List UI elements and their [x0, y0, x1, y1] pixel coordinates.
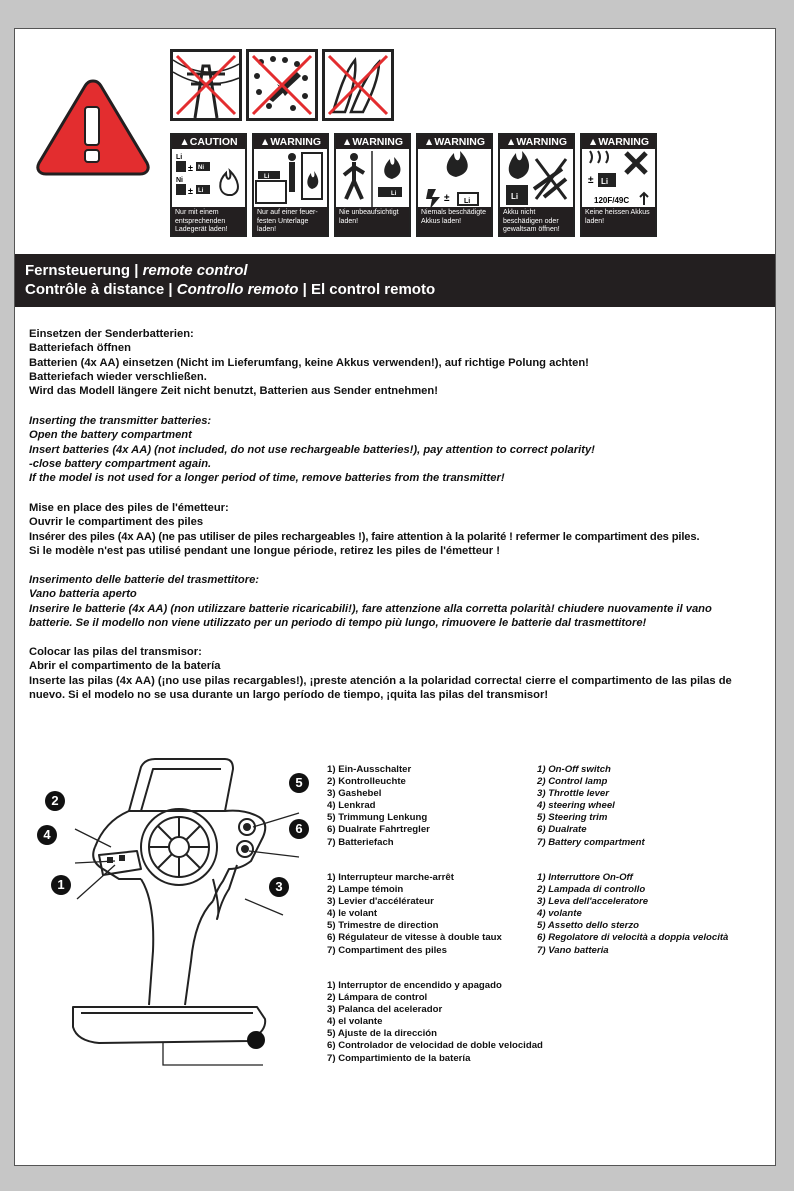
warning-label-damaged — [416, 133, 493, 237]
svg-text:Ni: Ni — [198, 165, 204, 171]
warning-label-unattended — [334, 133, 411, 237]
svg-text:Li: Li — [176, 154, 183, 161]
callout-4: 4 — [37, 825, 57, 845]
legend-es: 1) Interruptor de encendido y apagado 2) Lámpara de control 3) Palanca del acelerador 4) el volante 5) Ajuste de la dirección 6) Controlador de velocidad de doble velocidad 7) Compartimiento de la batería — [327, 980, 543, 1064]
warning-label-charger — [170, 133, 247, 237]
no-power-lines-icon — [170, 49, 242, 121]
warning-header: ▲WARNING — [336, 135, 409, 149]
warning-text: Nie unbeaufsichtigt laden! — [336, 207, 409, 235]
transmitter-diagram — [45, 751, 315, 1066]
unattended-charging-icon — [336, 149, 409, 211]
svg-text:Li: Li — [601, 177, 609, 186]
warning-text: Nur auf einer feuer-festen Unterlage laden! — [254, 207, 327, 235]
do-not-open-battery-icon — [500, 149, 573, 211]
section-title-banner — [15, 254, 775, 307]
title-line-1: Fernsteuerung | remote control — [25, 262, 248, 279]
warning-header: ▲WARNING — [254, 135, 327, 149]
warning-header: ▲WARNING — [582, 135, 655, 149]
warning-label-fireproof — [252, 133, 329, 237]
callout-7-dot — [247, 1031, 265, 1049]
warning-label-open — [498, 133, 575, 237]
warning-text: Niemals beschädigte Akkus laden! — [418, 207, 491, 235]
svg-text:Ni: Ni — [176, 177, 183, 184]
svg-text:±: ± — [444, 193, 450, 204]
svg-text:Li: Li — [198, 188, 204, 194]
callout-1: 1 — [51, 875, 71, 895]
title-line-2: Contrôle à distance | Controllo remoto | El control remoto — [25, 281, 436, 298]
legend-it: 1) Interruttore On-Off 2) Lampada di controllo 3) Leva dell'acceleratore 4) volante 5) Assetto dello sterzo 6) Regolatore di velocità a doppia velocità 7) Vano batteria — [537, 872, 729, 956]
hazard-warning-icon — [35, 77, 151, 177]
legend-en: 1) On-Off switch 2) Control lamp 3) Throttle lever 4) steering wheel 5) Steering trim 6) Dualrate 7) Battery compartment — [537, 764, 645, 848]
callout-3: 3 — [269, 877, 289, 897]
warning-header: ▲WARNING — [500, 135, 573, 149]
svg-text:±: ± — [188, 163, 193, 173]
manual-page — [14, 28, 776, 1166]
legend-fr: 1) Interrupteur marche-arrêt 2) Lampe témoin 3) Levier d'accélérateur 4) le volant 5) Trimestre de direction 6) Régulateur de vitesse à double taux 7) Compartiment des piles — [327, 872, 502, 956]
svg-text:Li: Li — [391, 191, 397, 197]
warning-text: Akku nicht beschädigen oder gewaltsam öffnen! — [500, 207, 573, 235]
warning-text: Keine heissen Akkus laden! — [582, 207, 655, 235]
warning-header: ▲WARNING — [418, 135, 491, 149]
callout-2: 2 — [45, 791, 65, 811]
instructions-it: Inserimento delle batterie del trasmettitore: Vano batteria aperto Inserire le batterie (4x AA) (non utilizzare batterie ricaricabili!), fare attenzione alla corretta polarità! chiudere nuovamente il vano batterie. Se il modello non viene utilizzato per un periodo di tempo più lungo, rimuovere le batterie dal trasmettitore! — [29, 574, 712, 629]
svg-text:120F/49C: 120F/49C — [594, 196, 630, 205]
svg-text:±: ± — [588, 175, 594, 186]
instructions-en: Inserting the transmitter batteries: Open the battery compartment Insert batteries (4x AA) (not included, do not use rechargeable batteries!), pay attention to correct polarity! -close battery compartment again. If the model is not used for a longer period of time, remove batteries from the transmitter! — [29, 415, 595, 485]
warning-header: ▲CAUTION — [172, 135, 245, 149]
no-trees-icon — [322, 49, 394, 121]
battery-charge-icon — [172, 149, 245, 211]
svg-text:Li: Li — [264, 174, 270, 180]
callout-6: 6 — [289, 819, 309, 839]
instructions-de: Einsetzen der Senderbatterien: Batteriefach öffnen Batterien (4x AA) einsetzen (Nicht im Lieferumfang, keine Akkus verwenden!), auf richtige Polung achten! Batteriefach wieder verschließen. Wird das Modell längere Zeit nicht benutzt, Batterien aus Sender entnehmen! — [29, 328, 589, 398]
fireproof-surface-icon — [254, 149, 327, 211]
legend-de: 1) Ein-Ausschalter 2) Kontrolleuchte 3) Gashebel 4) Lenkrad 5) Trimmung Lenkung 6) Dualrate Fahrtregler 7) Batteriefach — [327, 764, 430, 848]
callout-5: 5 — [289, 773, 309, 793]
warning-text: Nur mit einem entsprechenden Ladegerät laden! — [172, 207, 245, 235]
instructions-es: Colocar las pilas del transmisor: Abrir el compartimento de la batería Inserte las pilas (4x AA) (¡no use pilas recargables!), ¡preste atención a la polaridad correcta! cierre el compartimento de las pilas de nuevo. Si el modelo no se usa durante un largo período de tiempo, ¡quita las pilas del transmisor! — [29, 646, 732, 701]
svg-text:Li: Li — [511, 192, 519, 201]
instructions-fr: Mise en place des piles de l'émetteur: Ouvrir le compartiment des piles Insérer des piles (4x AA) (ne pas utiliser de piles rechargeables !), faire attention à la polarité ! refermer le compartiment des piles. Si le modèle n'est pas utilisé pendant une longue période, retirez les piles de l'émetteur ! — [29, 502, 700, 557]
no-crowds-airport-icon — [246, 49, 318, 121]
warning-label-hot — [580, 133, 657, 237]
svg-text:Li: Li — [464, 198, 471, 205]
svg-text:±: ± — [188, 186, 193, 196]
damaged-battery-icon — [418, 149, 491, 211]
hot-battery-icon — [582, 149, 655, 211]
